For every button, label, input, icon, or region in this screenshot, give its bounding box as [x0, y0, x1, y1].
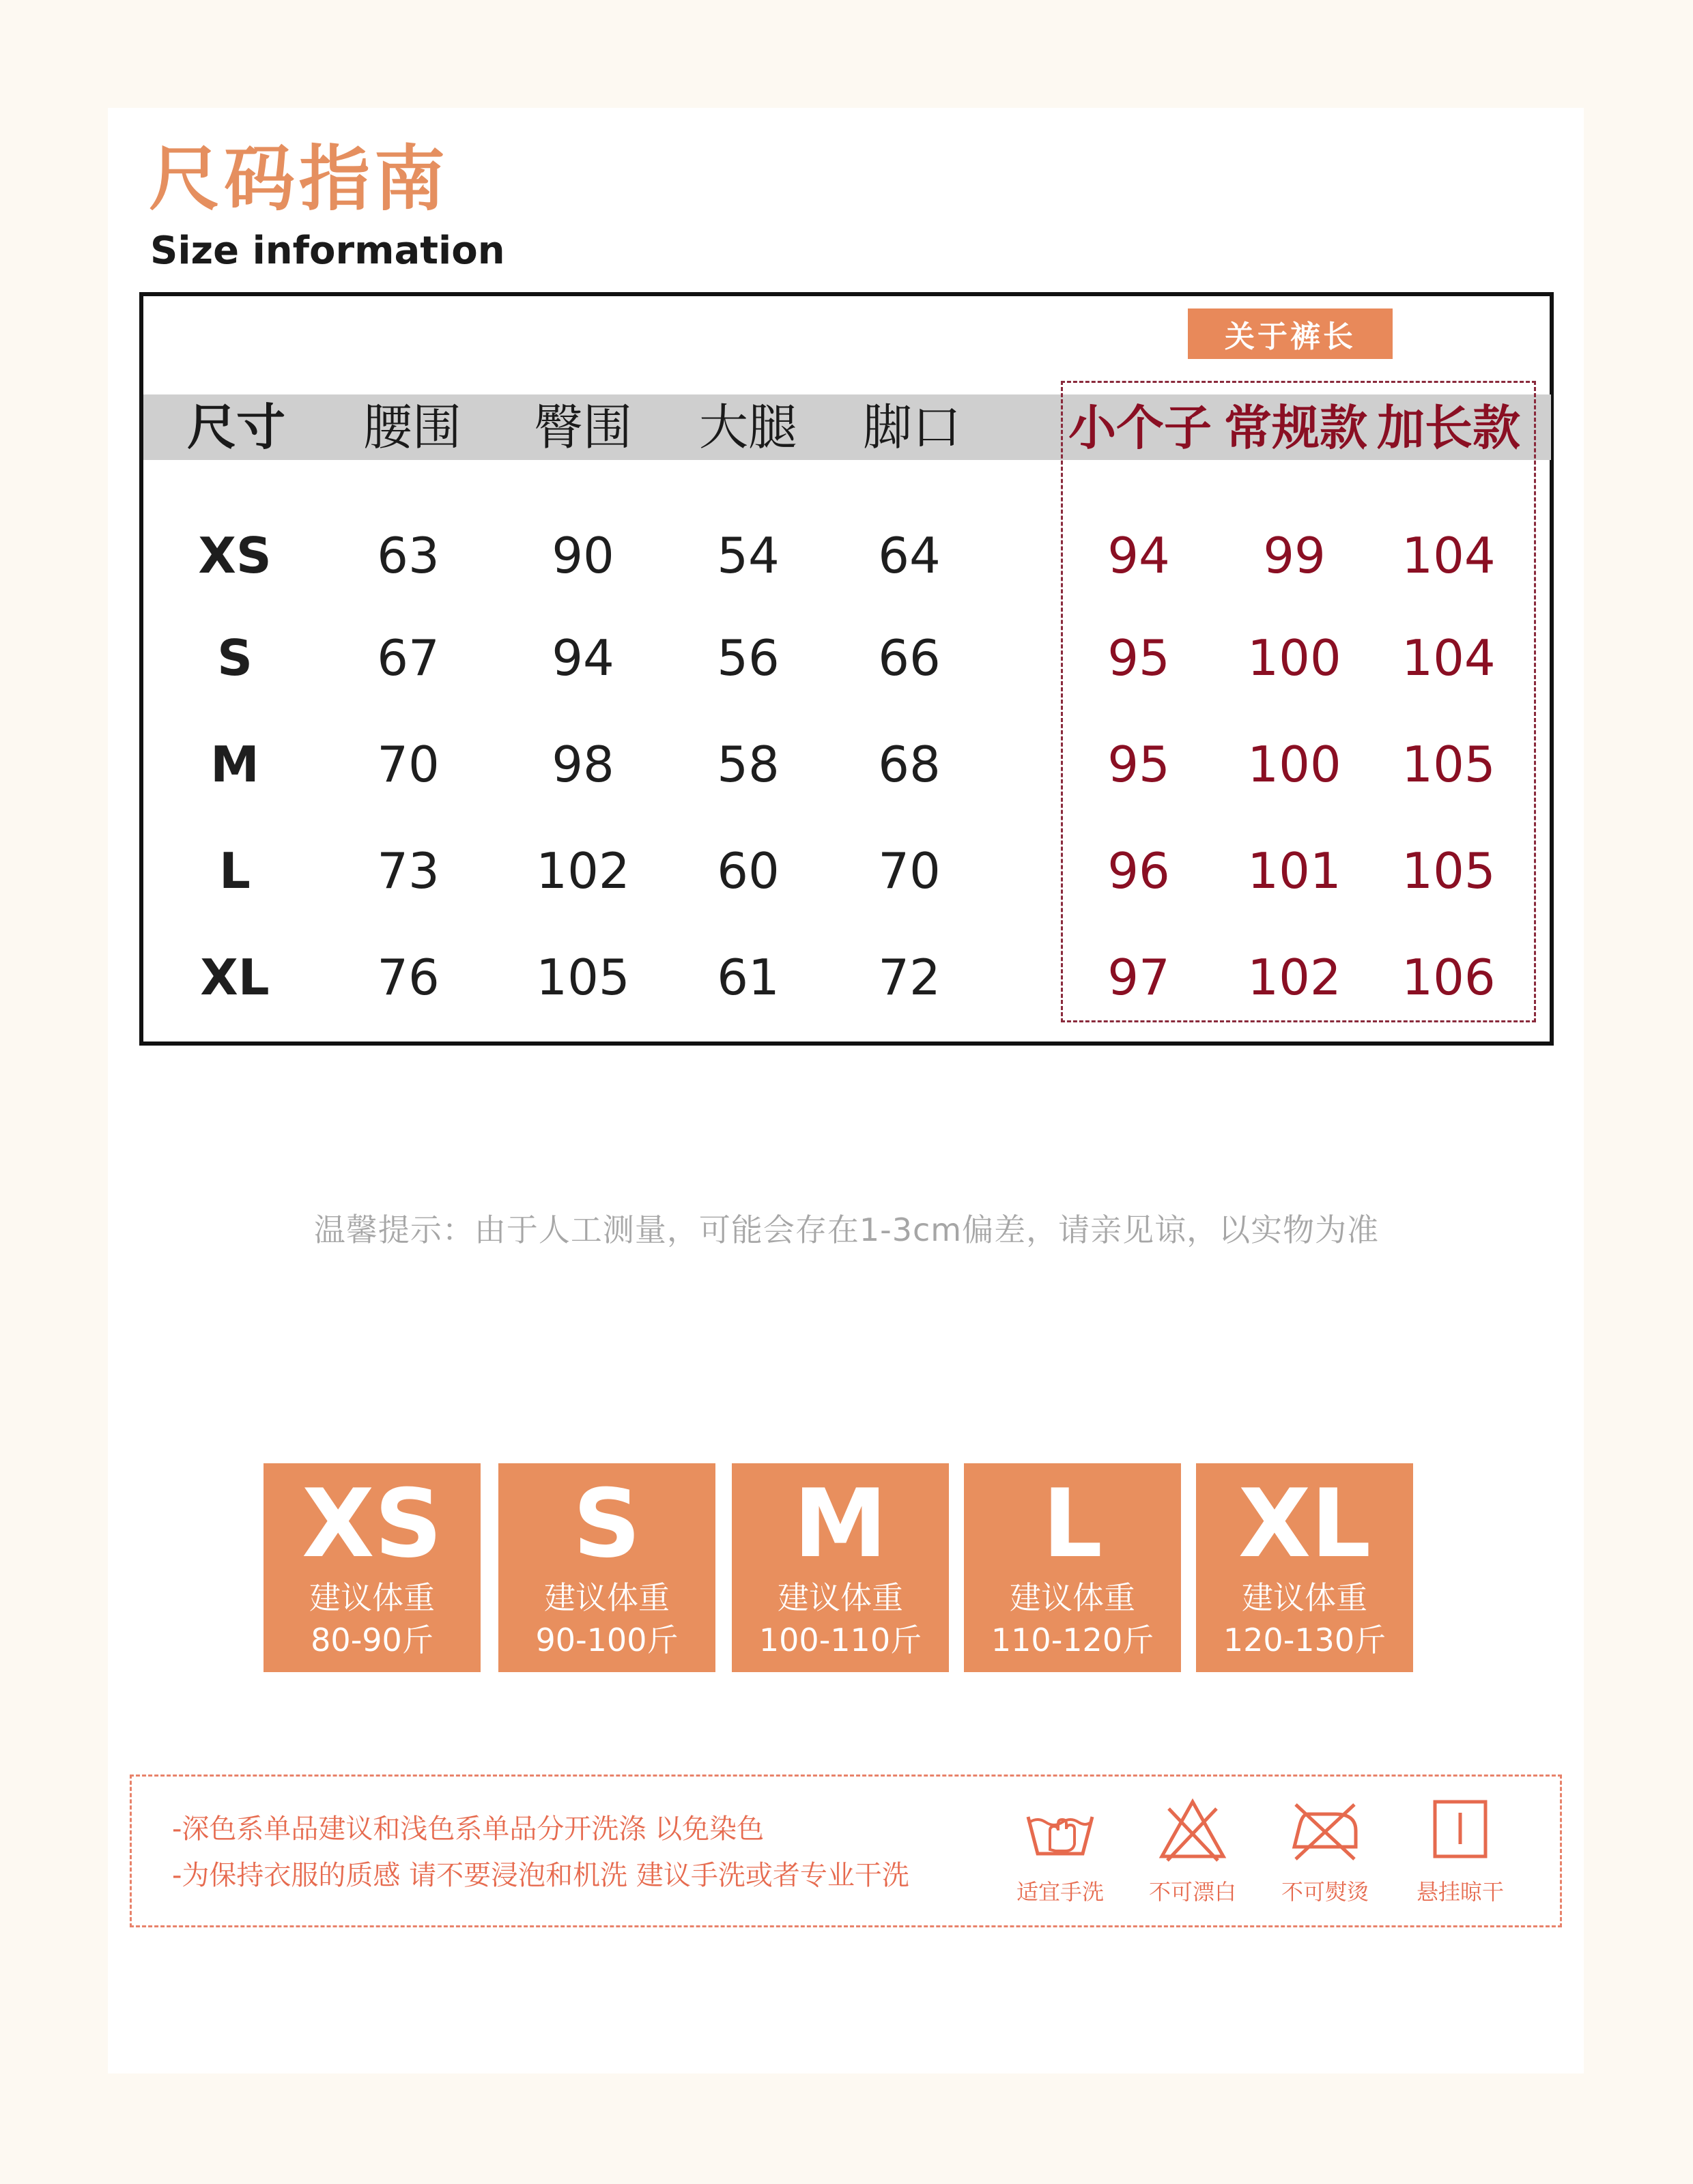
column-header-long: 加长款 [1377, 400, 1520, 456]
measurement-note: 温馨提示：由于人工测量，可能会存在1-3cm偏差，请亲见谅，以实物为准 [313, 1211, 1380, 1248]
badge-range: 100-110斤 [758, 1622, 922, 1658]
table-cell: 70 [377, 736, 440, 793]
badge-size: S [573, 1469, 641, 1579]
table-cell: 96 [1107, 842, 1170, 900]
badge-size: M [793, 1469, 887, 1579]
column-header-regular: 常规款 [1224, 400, 1367, 456]
table-cell: 66 [878, 629, 941, 687]
table-cell: 61 [717, 949, 780, 1006]
column-header-petite: 小个子 [1068, 400, 1212, 456]
table-row-size: L [219, 842, 251, 900]
page-subtitle: Size information [150, 229, 505, 273]
care-label: 不可熨烫 [1281, 1879, 1369, 1905]
table-cell: 56 [717, 629, 780, 687]
table-cell: 105 [1402, 736, 1496, 793]
care-label: 悬挂晾干 [1416, 1879, 1504, 1905]
hang-dry-icon [1423, 1796, 1498, 1865]
weight-badge-xs [264, 1463, 481, 1672]
table-cell: 72 [878, 949, 941, 1006]
weight-badge-xl [1196, 1463, 1413, 1672]
weight-badge-m [732, 1463, 949, 1672]
table-row-size: M [210, 736, 259, 793]
table-cell: 98 [552, 736, 614, 793]
table-cell: 105 [1402, 842, 1496, 900]
table-cell: 105 [536, 949, 630, 1006]
column-header-waist: 腰围 [362, 399, 461, 456]
badge-size: XS [302, 1469, 442, 1579]
table-cell: 99 [1263, 527, 1326, 584]
hand-wash-icon [1023, 1796, 1098, 1865]
column-header-size: 尺寸 [186, 399, 285, 456]
table-cell: 104 [1402, 629, 1496, 687]
table-row-size: XS [198, 527, 272, 584]
badge-label: 建议体重 [1010, 1579, 1135, 1616]
table-cell: 106 [1402, 949, 1496, 1006]
care-label: 不可漂白 [1148, 1879, 1236, 1905]
care-text-line: -为保持衣服的质感 请不要浸泡和机洗 建议手洗或者专业干洗 [172, 1860, 909, 1891]
weight-badge-s [498, 1463, 715, 1672]
care-label: 适宜手洗 [1016, 1879, 1104, 1905]
no-iron-icon [1287, 1796, 1363, 1865]
table-row-size: XL [200, 949, 270, 1006]
table-cell: 67 [377, 629, 440, 687]
badge-label: 建议体重 [1242, 1579, 1367, 1616]
table-cell: 104 [1402, 527, 1496, 584]
table-row-size: S [217, 629, 253, 687]
badge-label: 建议体重 [309, 1579, 435, 1616]
table-cell: 95 [1107, 736, 1170, 793]
no-bleach-icon [1155, 1796, 1230, 1865]
table-cell: 95 [1107, 629, 1170, 687]
table-cell: 54 [717, 527, 780, 584]
badge-size: XL [1238, 1469, 1371, 1579]
table-cell: 64 [878, 527, 941, 584]
table-cell: 102 [536, 842, 630, 900]
table-cell: 94 [1107, 527, 1170, 584]
table-cell: 68 [878, 736, 941, 793]
table-cell: 76 [377, 949, 440, 1006]
column-header-thigh: 大腿 [698, 399, 797, 456]
table-cell: 73 [377, 842, 440, 900]
length-columns-frame [1061, 381, 1536, 1022]
care-text-line: -深色系单品建议和浅色系单品分开洗涤 以免染色 [172, 1813, 765, 1845]
badge-range: 80-90斤 [311, 1622, 433, 1658]
table-cell: 94 [552, 629, 614, 687]
table-cell: 90 [552, 527, 614, 584]
table-cell: 100 [1247, 736, 1341, 793]
table-cell: 58 [717, 736, 780, 793]
table-cell: 100 [1247, 629, 1341, 687]
badge-range: 110-120斤 [991, 1622, 1154, 1658]
weight-badge-l [964, 1463, 1181, 1672]
page-title: 尺码指南 [149, 137, 450, 220]
badge-range: 90-100斤 [535, 1622, 679, 1658]
column-header-hip: 臀围 [533, 399, 632, 456]
table-cell: 70 [878, 842, 941, 900]
badge-label: 建议体重 [778, 1579, 903, 1616]
badge-size: L [1042, 1469, 1102, 1579]
table-cell: 97 [1107, 949, 1170, 1006]
column-header-hem: 脚口 [862, 399, 961, 456]
table-cell: 63 [377, 527, 440, 584]
table-cell: 101 [1247, 842, 1341, 900]
table-cell: 60 [717, 842, 780, 900]
table-cell: 102 [1247, 949, 1341, 1006]
length-tag: 关于裤长 [1188, 308, 1393, 359]
badge-range: 120-130斤 [1223, 1622, 1386, 1658]
badge-label: 建议体重 [544, 1579, 670, 1616]
